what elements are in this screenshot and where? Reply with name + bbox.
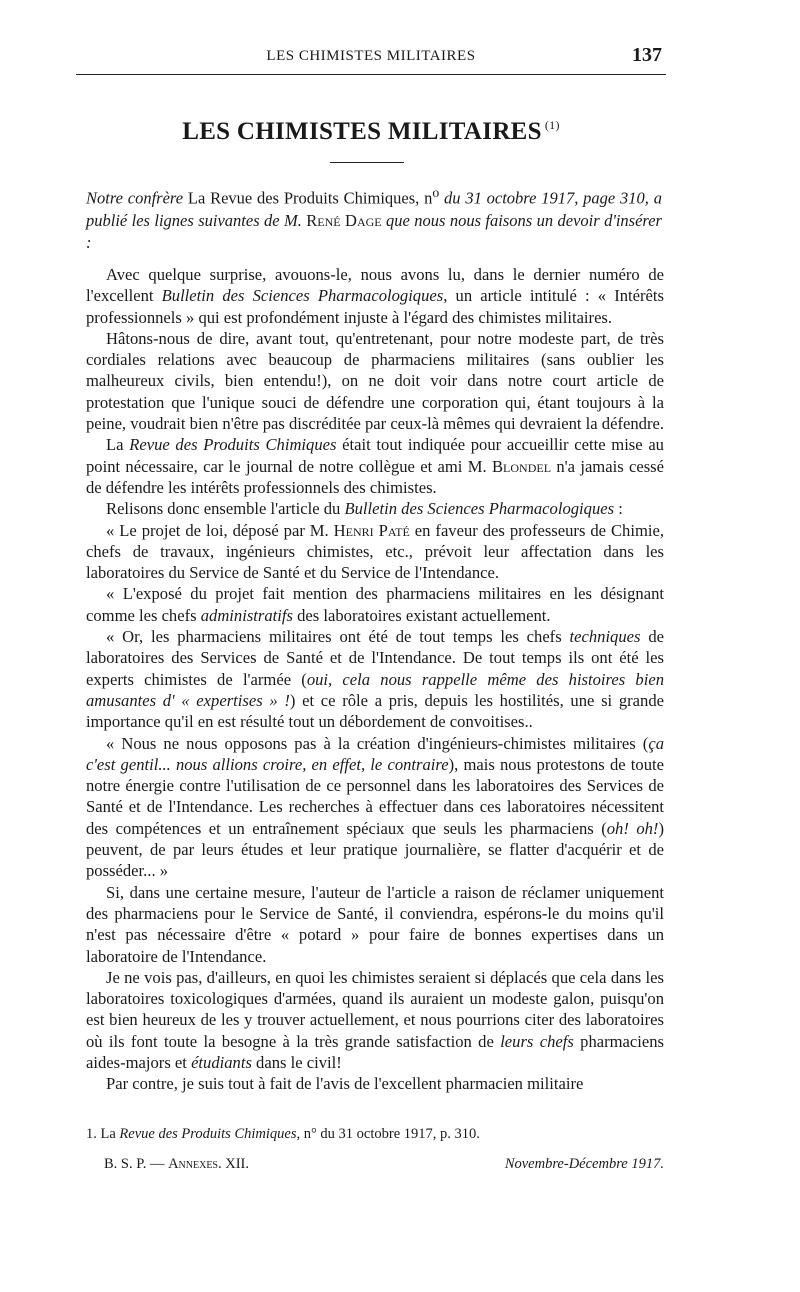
header-rule — [76, 74, 666, 75]
paragraph — [86, 434, 664, 498]
text: ), mais nous protestons de toute notre énergie contre l'utilisation de ce personnel dans les laboratoires des Services de Santé et de l'Intendance. Les recherches à effectuer dans ces laboratoires nécessitent des compétences et un entraînement spéciaux que seuls les pharmaciens ( — [86, 754, 664, 838]
footer-text: . XII. — [218, 1156, 250, 1172]
text-smallcaps: Blondel — [491, 456, 552, 476]
text-italic: oui, cela nous rappelle même des histoires bien amusantes d' « expertises » ! — [86, 669, 664, 710]
footer-date: Novembre-Décembre 1917. — [504, 1156, 664, 1172]
text: Relisons donc ensemble l'article du — [106, 499, 345, 519]
text-italic: étudiants — [191, 1052, 252, 1072]
text: : — [614, 499, 623, 519]
text: Avec quelque surprise, avouons-le, nous avons lu, dans le dernier numéro de l'excellent — [86, 265, 664, 306]
paragraph — [86, 520, 664, 584]
text: ) peuvent, de par leurs études et leur pratique journalière, se flatter d'acquérir et de posséder... » — [86, 818, 664, 881]
intro-paragraph — [86, 182, 662, 254]
text: « L'exposé du projet fait mention des pharmaciens militaires en les désignant comme les chefs — [86, 584, 664, 625]
paragraph — [86, 882, 664, 967]
text-italic: Revue des Produits Chimiques — [129, 435, 337, 455]
text-italic: techniques — [569, 627, 641, 647]
intro-text: que nous nous faisons un devoir d'insérer : — [86, 210, 662, 252]
page-number: 137 — [632, 44, 662, 66]
running-head — [76, 46, 666, 72]
intro-text: La Revue des Produits Chimiques, n — [187, 188, 433, 208]
paragraph — [86, 264, 664, 328]
article-body — [86, 264, 664, 1095]
text-italic: oh! oh! — [606, 818, 659, 838]
footer-text: Annexes — [168, 1156, 218, 1172]
text-italic: administratifs — [200, 605, 293, 625]
text: « Or, les pharmaciens militaires ont été de tout temps les chefs — [106, 627, 570, 647]
footnote — [86, 1126, 664, 1143]
text-italic: Bulletin des Sciences Pharmacologiques — [161, 286, 444, 306]
title-rule — [330, 162, 404, 163]
text: dans le civil! — [251, 1052, 342, 1072]
text-italic: Bulletin des Sciences Pharmacologiques — [344, 499, 615, 519]
footnote-italic: Revue des Produits Chimiques — [119, 1126, 297, 1142]
text: était tout indiquée pour accueillir cette mise au point nécessaire, car le journal de notre collègue et ami M. — [86, 435, 664, 476]
text-italic: leurs chefs — [500, 1031, 574, 1051]
text: n'a jamais cessé de défendre les intérêts professionnels des chimistes. — [86, 456, 664, 497]
text: pharmaciens aides-majors et — [86, 1031, 664, 1072]
text: « Le projet de loi, déposé par M. — [106, 520, 334, 540]
footer-signature — [104, 1156, 249, 1173]
text-italic: ça c'est gentil... nous allions croire, en effet, le contraire — [86, 733, 664, 774]
text: en faveur des professeurs de Chimie, chefs de travaux, ingénieurs chimistes, etc., prévoit leur affectation dans les laboratoires du Service de Santé et du Service de l'Intendance. — [86, 520, 664, 583]
paragraph — [86, 967, 664, 1073]
paragraph — [86, 583, 664, 626]
text: Par contre, je suis tout à fait de l'avis de l'excellent pharmacien militaire — [106, 1074, 584, 1094]
intro-text: du 31 octobre 1917, page 310, a publié les lignes suivantes de M. — [86, 188, 662, 230]
title-footnote-mark: (1) — [544, 118, 560, 132]
text: ) et ce rôle a pris, depuis les hostilités, une si grande importance qu'il en est résulté tout un débordement de convoitises.. — [86, 690, 664, 732]
author-name: René Dage — [306, 210, 382, 230]
article-title-text: LES CHIMISTES MILITAIRES — [182, 118, 542, 145]
article-title — [76, 118, 666, 146]
text: de laboratoires des Services de Santé et de l'Intendance. De tout temps ils ont été les experts chimistes de l'armée ( — [86, 627, 664, 689]
intro-text: Notre confrère — [86, 188, 184, 208]
paragraph — [86, 733, 664, 882]
paragraph — [86, 498, 664, 519]
footer-text: B. S. P. — — [104, 1156, 169, 1172]
text: Je ne vois pas, d'ailleurs, en quoi les chimistes seraient si déplacés que cela dans les laboratoires toxicologiques d'armées, quand ils auraient un modeste galon, puisqu'on est bien heureux de les y trouver actuellement, et nous pourrions citer des laboratoires où ils font toute la besogne à la très grande satisfaction de — [86, 967, 664, 1051]
running-title: LES CHIMISTES MILITAIRES — [266, 48, 476, 64]
intro-text: o — [432, 185, 440, 200]
text: « Nous ne nous opposons pas à la création d'ingénieurs-chimistes militaires ( — [106, 733, 649, 753]
text: , un article intitulé : « Intérêts professionnels » qui est profondément injuste à l'égard des chimistes militaires. — [86, 286, 664, 327]
footnote-text: , n° du 31 octobre 1917, p. 310. — [296, 1126, 480, 1142]
text: des laboratoires existant actuellement. — [292, 605, 551, 625]
text-smallcaps: Henri Paté — [333, 520, 410, 540]
paragraph — [86, 626, 664, 732]
text: La — [106, 435, 130, 455]
paragraph — [86, 1073, 664, 1094]
footnote-text: 1. La — [86, 1126, 120, 1142]
text: Hâtons-nous de dire, avant tout, qu'entretenant, pour notre modeste part, de très cordiales relations avec beaucoup de pharmaciens militaires (sans oublier les malheureux civils, bien entendu!), on ne doit voir dans notre court article de protestation que l'unique souci de défendre une corporation qui, étant toujours à la peine, voudrait bien n'être pas discréditée par ceux-là mêmes qui devraient la défendre. — [86, 328, 664, 434]
paragraph — [86, 328, 664, 434]
text: Si, dans une certaine mesure, l'auteur de l'article a raison de réclamer uniquement des pharmaciens pour le Service de Santé, il conviendra, espérons-le du moins qu'il n'est pas nécessaire d'être « potard » pour faire de bonnes expertises dans un laboratoire de l'Intendance. — [86, 882, 664, 966]
